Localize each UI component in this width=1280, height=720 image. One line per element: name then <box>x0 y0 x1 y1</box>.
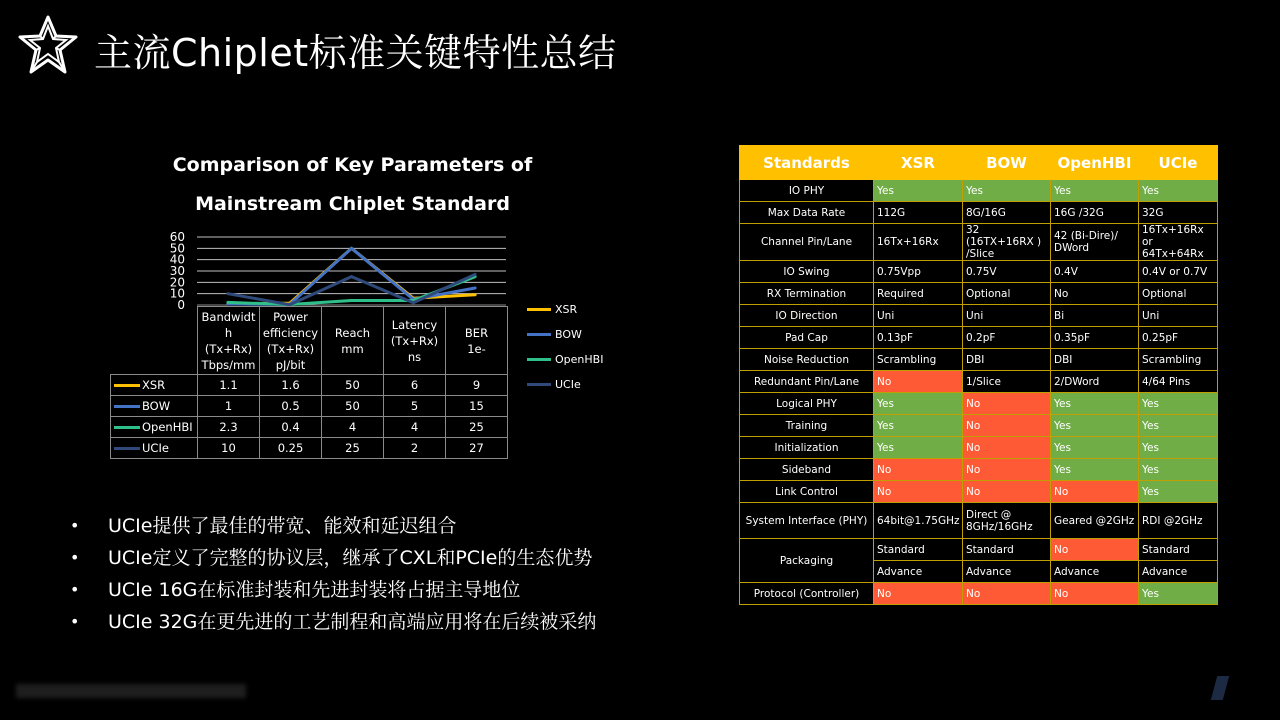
data-point <box>350 275 353 278</box>
table-row <box>740 327 1218 349</box>
table-cell: DBI <box>1051 349 1139 371</box>
legend-label: XSR <box>555 303 578 316</box>
chart-data-table <box>110 306 508 459</box>
standards-comparison-table <box>739 145 1218 605</box>
legend-label: BOW <box>555 328 582 341</box>
table-cell: 16Tx+16Rx or 64Tx+64Rx <box>1139 224 1218 261</box>
table-row <box>740 583 1218 605</box>
table-cell: Scrambling <box>1139 349 1218 371</box>
table-row <box>740 503 1218 539</box>
data-label: 15 <box>446 396 508 417</box>
bullet-dot-icon: • <box>70 580 80 599</box>
table-cell: Advance <box>1139 561 1218 583</box>
table-cell: Yes <box>1139 393 1218 415</box>
column-header: BOW <box>963 146 1051 180</box>
table-row <box>740 437 1218 459</box>
table-cell: Yes <box>963 180 1051 202</box>
table-cell: DBI <box>963 349 1051 371</box>
table-row <box>740 202 1218 224</box>
table-row <box>740 459 1218 481</box>
category-label-line: h (Tx+Rx) <box>204 325 253 356</box>
data-point <box>474 287 477 290</box>
table-row <box>740 415 1218 437</box>
y-tick-label: 0 <box>177 298 185 312</box>
data-label: 25 <box>446 417 508 438</box>
row-label: Noise Reduction <box>740 349 874 371</box>
bullet-text: UCIe定义了完整的协议层，继承了CXL和PCIe的生态优势 <box>108 547 593 569</box>
table-cell: 2/DWord <box>1051 371 1139 393</box>
table-cell: No <box>874 583 963 605</box>
table-cell: Yes <box>874 437 963 459</box>
column-header: XSR <box>874 146 963 180</box>
data-label: 5 <box>384 396 446 417</box>
table-row <box>740 371 1218 393</box>
row-label: IO PHY <box>740 180 874 202</box>
category-label-line: Bandwidt <box>201 309 256 324</box>
y-tick-label: 50 <box>169 241 185 256</box>
bullet-text: UCIe 32G在更先进的工艺制程和高端应用将在后续被采纳 <box>108 611 597 633</box>
data-label: 6 <box>384 375 446 396</box>
table-cell: Yes <box>874 180 963 202</box>
data-label: 50 <box>322 396 384 417</box>
table-cell: 0.75V <box>963 261 1051 283</box>
series-name-cell <box>111 417 198 438</box>
category-header <box>260 307 322 375</box>
row-label: Channel Pin/Lane <box>740 224 874 261</box>
table-cell: Yes <box>1051 459 1139 481</box>
row-label: Sideband <box>740 459 874 481</box>
row-label: Packaging <box>740 539 874 583</box>
data-point <box>474 273 477 276</box>
table-row <box>740 283 1218 305</box>
table-cell: No <box>963 393 1051 415</box>
row-label: Protocol (Controller) <box>740 583 874 605</box>
list-item <box>70 606 596 638</box>
y-tick-label: 30 <box>169 264 185 278</box>
table-cell: Direct @ 8GHz/16GHz <box>963 503 1051 539</box>
table-cell: No <box>963 583 1051 605</box>
data-label: 9 <box>446 375 508 396</box>
table-cell: 16G /32G <box>1051 202 1139 224</box>
y-tick-label: 40 <box>169 252 185 267</box>
table-cell: Yes <box>1139 415 1218 437</box>
row-label: IO Direction <box>740 305 874 327</box>
table-cell: No <box>874 481 963 503</box>
series-name: UCIe <box>142 441 169 455</box>
row-label: Redundant Pin/Lane <box>740 371 874 393</box>
bullet-text: UCIe 16G在标准封装和先进封装将占据主导地位 <box>108 579 521 601</box>
category-header <box>322 307 384 375</box>
list-item <box>70 574 596 606</box>
list-item <box>70 510 596 542</box>
legend-item-openhbi <box>527 347 603 372</box>
table-cell: 16Tx+16Rx <box>874 224 963 261</box>
table-cell: 0.75Vpp <box>874 261 963 283</box>
row-label: Training <box>740 415 874 437</box>
table-cell: Yes <box>1139 481 1218 503</box>
table-cell: Optional <box>1139 283 1218 305</box>
table-cell: 32G <box>1139 202 1218 224</box>
table-cell: Yes <box>1139 437 1218 459</box>
table-cell: Standard <box>963 539 1051 561</box>
table-cell: No <box>1051 583 1139 605</box>
table-cell: 0.13pF <box>874 327 963 349</box>
row-label: System Interface (PHY) <box>740 503 874 539</box>
table-cell: 32 (16TX+16RX ) /Slice <box>963 224 1051 261</box>
data-label: 2 <box>384 438 446 459</box>
column-header: OpenHBI <box>1051 146 1139 180</box>
data-label: 2.3 <box>198 417 260 438</box>
column-header: UCIe <box>1139 146 1218 180</box>
table-cell: 0.2pF <box>963 327 1051 349</box>
bullet-dot-icon: • <box>70 548 80 567</box>
table-cell: No <box>963 415 1051 437</box>
table-cell: Advance <box>1051 561 1139 583</box>
legend-swatch <box>527 383 551 386</box>
table-cell: 0.35pF <box>1051 327 1139 349</box>
table-cell: Yes <box>1051 437 1139 459</box>
table-cell: 0.4V <box>1051 261 1139 283</box>
series-name-cell <box>111 375 198 396</box>
table-cell: Yes <box>874 393 963 415</box>
category-label-line: 1e- <box>467 341 486 356</box>
table-row <box>740 349 1218 371</box>
category-label-line: Latency <box>391 317 438 332</box>
table-cell: No <box>963 481 1051 503</box>
table-row <box>740 305 1218 327</box>
data-label: 10 <box>198 438 260 459</box>
data-label: 0.4 <box>260 417 322 438</box>
series-name: BOW <box>142 399 171 413</box>
chart-title-line-2: Mainstream Chiplet Standard <box>195 193 510 215</box>
data-label: 0.5 <box>260 396 322 417</box>
table-cell: Uni <box>963 305 1051 327</box>
category-label-line: mm <box>341 341 364 356</box>
y-tick-label: 10 <box>169 286 185 301</box>
table-cell: No <box>1051 481 1139 503</box>
row-label: Pad Cap <box>740 327 874 349</box>
category-header <box>198 307 260 375</box>
table-row <box>111 396 508 417</box>
category-label-line: Tbps/mm <box>201 357 256 372</box>
table-cell: Advance <box>874 561 963 583</box>
table-cell: Yes <box>874 415 963 437</box>
data-point <box>350 247 353 250</box>
data-label: 25 <box>322 438 384 459</box>
table-cell: Yes <box>1051 415 1139 437</box>
table-cell: No <box>874 371 963 393</box>
table-cell: No <box>963 437 1051 459</box>
table-cell: Optional <box>963 283 1051 305</box>
data-point <box>474 293 477 296</box>
table-cell: Yes <box>1051 393 1139 415</box>
series-name-cell <box>111 438 198 459</box>
category-header <box>384 307 446 375</box>
chart-legend <box>527 297 603 397</box>
series-swatch <box>114 384 140 387</box>
data-label: 1.1 <box>198 375 260 396</box>
table-cell: No <box>874 459 963 481</box>
table-row <box>111 375 508 396</box>
table-cell: 8G/16G <box>963 202 1051 224</box>
legend-item-ucie <box>527 372 603 397</box>
table-cell: No <box>1051 283 1139 305</box>
table-cell: 64bit@1.75GHz <box>874 503 963 539</box>
table-cell: 1/Slice <box>963 371 1051 393</box>
table-cell: Standard <box>1139 539 1218 561</box>
table-cell: RDI @2GHz <box>1139 503 1218 539</box>
row-label: Link Control <box>740 481 874 503</box>
data-label: 1.6 <box>260 375 322 396</box>
bullet-dot-icon: • <box>70 516 80 535</box>
category-label-line: (Tx+Rx) <box>266 341 315 356</box>
legend-label: OpenHBI <box>555 353 604 366</box>
legend-item-xsr <box>527 297 603 322</box>
table-cell: Scrambling <box>874 349 963 371</box>
data-point <box>226 292 229 295</box>
data-label: 1 <box>198 396 260 417</box>
table-cell: Yes <box>1051 180 1139 202</box>
row-label: RX Termination <box>740 283 874 305</box>
legend-swatch <box>527 308 551 311</box>
table-cell: Yes <box>1139 180 1218 202</box>
table-corner <box>111 307 198 375</box>
table-row <box>740 224 1218 261</box>
row-label: Logical PHY <box>740 393 874 415</box>
table-cell: 4/64 Pins <box>1139 371 1218 393</box>
table-cell: 42 (Bi-Dire)/ DWord <box>1051 224 1139 261</box>
table-cell: Uni <box>1139 305 1218 327</box>
data-label: 4 <box>384 417 446 438</box>
category-header <box>446 307 508 375</box>
legend-swatch <box>527 333 551 336</box>
table-cell: Required <box>874 283 963 305</box>
data-label: 50 <box>322 375 384 396</box>
table-cell: Yes <box>1139 583 1218 605</box>
category-label-line: BER <box>464 325 489 340</box>
series-name: OpenHBI <box>142 420 193 434</box>
row-label: IO Swing <box>740 261 874 283</box>
table-cell: Advance <box>963 561 1051 583</box>
category-label-line: efficiency <box>262 325 319 340</box>
data-point <box>350 299 353 302</box>
table-row <box>740 393 1218 415</box>
legend-item-bow <box>527 322 603 347</box>
row-label: Max Data Rate <box>740 202 874 224</box>
series-name-cell <box>111 396 198 417</box>
bullet-text: UCIe提供了最佳的带宽、能效和延迟组合 <box>108 515 457 537</box>
list-item <box>70 542 596 574</box>
series-swatch <box>114 426 140 429</box>
category-label-line: pJ/bit <box>275 357 306 372</box>
column-header: Standards <box>740 146 874 180</box>
y-tick-label: 20 <box>169 275 185 290</box>
data-label: 0.25 <box>260 438 322 459</box>
page-title: 主流Chiplet标准关键特性总结 <box>94 31 617 75</box>
blurred-watermark <box>16 684 246 698</box>
category-label-line: Power <box>273 309 308 324</box>
table-row <box>740 539 1218 561</box>
table-row <box>740 180 1218 202</box>
table-cell: Geared @2GHz <box>1051 503 1139 539</box>
data-label: 4 <box>322 417 384 438</box>
table-cell: Standard <box>874 539 963 561</box>
bullet-dot-icon: • <box>70 612 80 631</box>
table-cell: 112G <box>874 202 963 224</box>
table-row <box>111 438 508 459</box>
table-cell: 0.4V or 0.7V <box>1139 261 1218 283</box>
table-cell: No <box>963 459 1051 481</box>
category-label-line: Reach <box>334 325 371 340</box>
table-cell: No <box>1051 539 1139 561</box>
table-cell: Uni <box>874 305 963 327</box>
table-row <box>111 417 508 438</box>
legend-swatch <box>527 358 551 361</box>
row-label: Initialization <box>740 437 874 459</box>
table-cell: Yes <box>1139 459 1218 481</box>
series-name: XSR <box>142 378 166 392</box>
table-cell: 0.25pF <box>1139 327 1218 349</box>
y-tick-label: 60 <box>169 230 185 244</box>
legend-label: UCIe <box>555 378 581 391</box>
data-point <box>226 301 229 304</box>
key-points-list <box>70 510 596 638</box>
category-label-line: ns <box>407 349 422 364</box>
data-point <box>412 301 415 304</box>
table-cell: Bi <box>1051 305 1139 327</box>
data-label: 27 <box>446 438 508 459</box>
series-swatch <box>114 405 140 408</box>
table-row <box>740 481 1218 503</box>
chart-title-line-1: Comparison of Key Parameters of <box>172 154 533 176</box>
category-label-line: (Tx+Rx) <box>390 333 439 348</box>
table-row <box>740 261 1218 283</box>
series-swatch <box>114 447 140 450</box>
